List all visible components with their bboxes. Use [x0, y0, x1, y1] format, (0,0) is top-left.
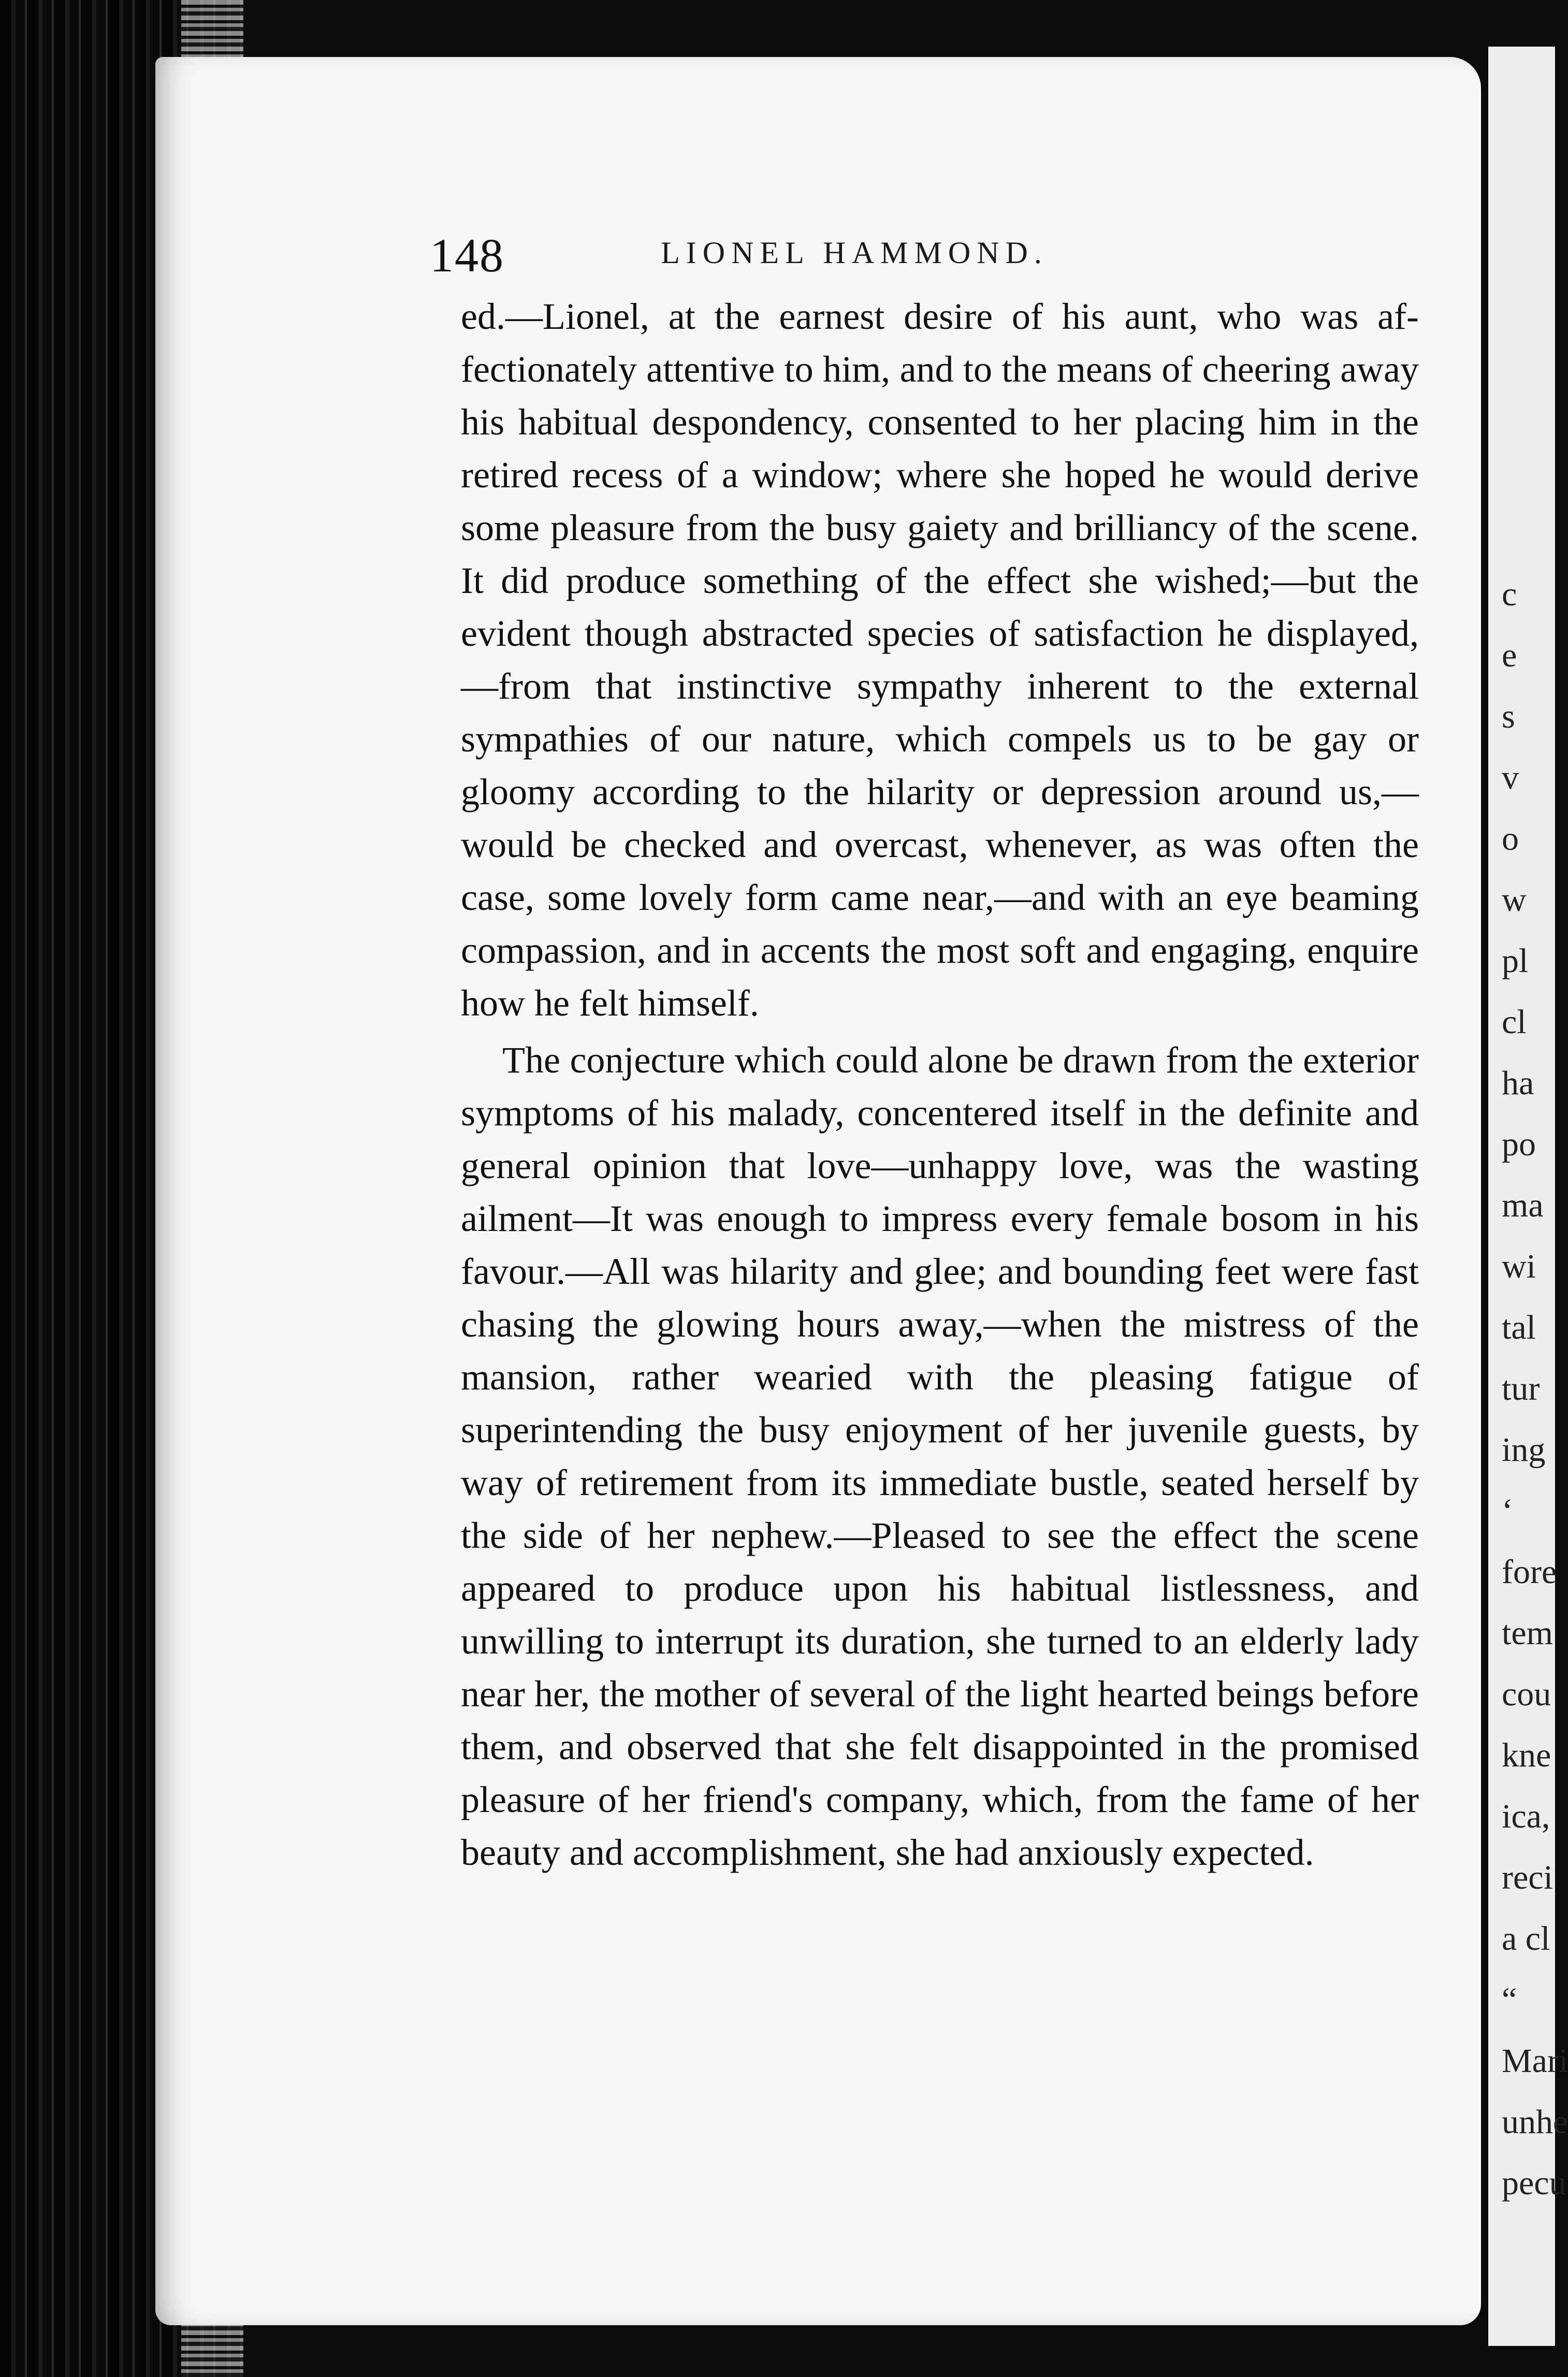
facing-page-fragment: ma — [1502, 1186, 1544, 1224]
facing-page-fragment: s — [1502, 698, 1515, 735]
facing-page-fragment: ha — [1502, 1064, 1534, 1102]
facing-page-fragment: tal — [1502, 1309, 1536, 1346]
facing-page-fragment: wi — [1502, 1248, 1536, 1285]
facing-page-fragment: w — [1502, 881, 1527, 919]
facing-page-fragment: po — [1502, 1125, 1536, 1163]
facing-page-fragment: a cl — [1502, 1920, 1550, 1958]
facing-page-fragment: cou — [1502, 1675, 1551, 1713]
facing-page-fragment: v — [1502, 759, 1519, 796]
facing-page-fragment: Mari — [1502, 2042, 1568, 2080]
facing-page-fragment: tem — [1502, 1614, 1553, 1652]
facing-page-fragment: unhe — [1502, 2103, 1568, 2141]
facing-page-fragment: c — [1502, 575, 1517, 613]
facing-page-fragment: “ — [1502, 1981, 1517, 2019]
paragraph-1: ed.—Lionel, at the earnest desire of his aunt, who was affectionately attentive to him, and to the means of cheering away his habitual despondency, consented to her placing him in the retired recess of a window; where she hoped he would derive some pleasure from the busy gaiety and brilliancy of the scene. It did produce something of the effect she wished;—but the evident though abstracted species of satisfaction he displayed,—from that instinctive sympathy inherent to the external sympathies of our nature, which compels us to be gay or gloomy according to the hilarity or depression around us,—would be checked and overcast, whenever, as was often the case, some lovely form came near,—and with an eye beaming compassion, and in accents the most soft and engaging, enquire how he felt himself. — [461, 296, 1419, 1024]
facing-page-fragment: kne — [1502, 1736, 1551, 1774]
facing-page-fragment: e — [1502, 636, 1517, 674]
page-number: 148 — [430, 229, 504, 282]
facing-page-fragment: ‘ — [1502, 1492, 1513, 1530]
facing-page-fragment: ica, — [1502, 1798, 1550, 1835]
body-text — [461, 290, 1419, 1879]
facing-page-fragment: tur — [1502, 1370, 1540, 1408]
facing-page-edge — [1481, 47, 1568, 2346]
facing-page-fragment: ing — [1502, 1431, 1546, 1469]
facing-page-fragment: fore — [1502, 1553, 1557, 1591]
running-head: LIONEL HAMMOND. — [661, 236, 1048, 270]
facing-page-fragment: cl — [1502, 1003, 1527, 1041]
paragraph-2: The conjecture which could alone be drawn from the exterior symptoms of his malady, concentered itself in the definite and general opinion that love—unhappy love, was the wasting ailment—It was enough to impress every female bosom in his favour.—All was hilarity and glee; and bounding feet were fast chasing the glowing hours away,—when the mistress of the mansion, rather wearied with the pleasing fatigue of superintending the busy enjoyment of her juvenile guests, by way of retirement from its immediate bustle, seated herself by the side of her nephew.—Pleased to see the effect the scene appeared to produce upon his habitual listlessness, and unwilling to interrupt its duration, she turned to an elderly lady near her, the mother of several of the light hearted beings before them, and observed that she felt disappointed in the promised pleasure of her friend's company, which, from the fame of her beauty and accomplishment, she had anxiously expected. — [461, 1039, 1419, 1873]
facing-page-fragment: pecu — [1502, 2164, 1566, 2202]
facing-page-fragment: reci — [1502, 1859, 1553, 1896]
page-header — [430, 228, 1279, 290]
facing-page-fragment: o — [1502, 820, 1519, 858]
facing-page-fragment: pl — [1502, 942, 1529, 980]
